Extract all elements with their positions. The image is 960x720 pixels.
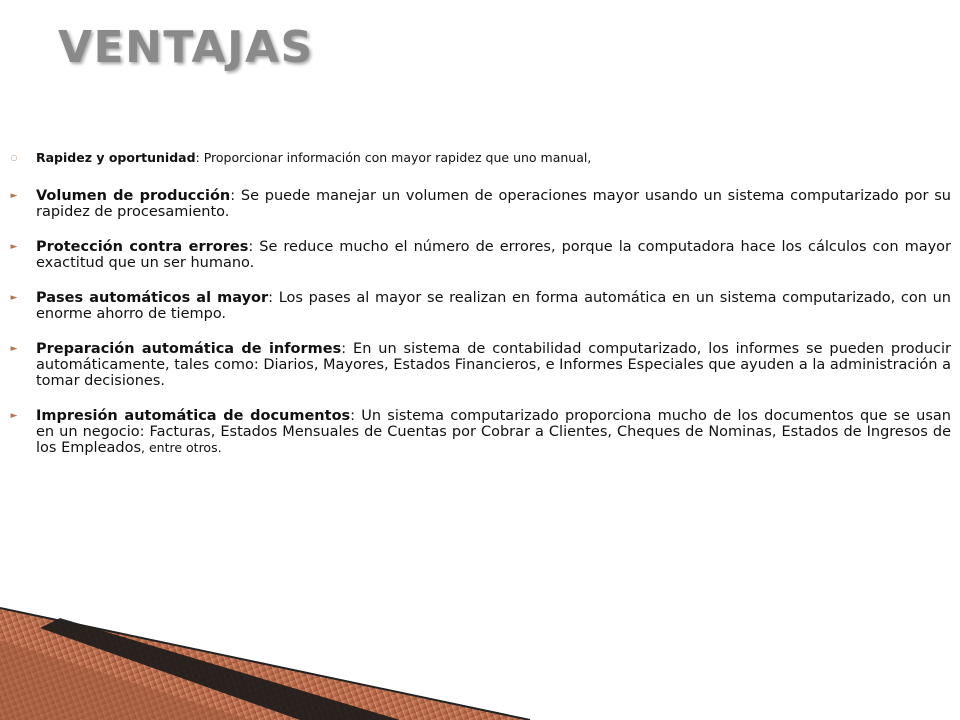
triangle-bullet-icon: ► xyxy=(10,411,18,421)
triangle-bullet-icon: ► xyxy=(10,191,18,201)
triangle-bullet-icon: ► xyxy=(10,242,18,252)
circle-bullet-icon: ○ xyxy=(10,153,18,162)
bullet-text: : Los pases al mayor se realizan en forma automática en un sistema computarizado, con un enorme ahorro de tiempo. xyxy=(36,290,951,322)
bullet-text: : Proporcionar información con mayor rapidez que uno manual, xyxy=(195,150,592,165)
bullet-text: : Un sistema computarizado proporciona mucho de los documentos que se usan en un negocio: Facturas, Estados Mensuales de Cuentas por Cobrar a Clientes, Cheques de Nominas, Estados de Ingresos de los Empleados xyxy=(36,408,951,456)
bullet-item xyxy=(10,239,951,271)
bullet-term: Rapidez y oportunidad xyxy=(36,150,196,165)
bullet-term: Protección contra errores xyxy=(36,239,249,255)
triangle-bullet-icon: ► xyxy=(10,344,18,354)
bullet-term: Volumen de producción xyxy=(36,188,231,204)
bullet-term: Pases automáticos al mayor xyxy=(36,290,269,306)
bullet-tail: , entre otros. xyxy=(141,440,222,455)
bullet-term: Preparación automática de informes xyxy=(36,341,342,357)
corner-decoration xyxy=(0,570,540,720)
bullet-item xyxy=(10,341,952,389)
triangle-bullet-icon: ► xyxy=(10,293,18,303)
bullet-text: : En un sistema de contabilidad computarizado, los informes se pueden producir automáticamente, tales como: Diarios, Mayores, Estados Financieros, e Informes Especiales que ayuden a la administración a tomar decisiones. xyxy=(36,341,952,389)
bullet-item xyxy=(10,408,951,456)
bullet-item xyxy=(10,188,951,220)
bullet-list xyxy=(10,150,952,475)
bullet-text: : Se puede manejar un volumen de operaciones mayor usando un sistema computarizado por su rapidez de procesamiento. xyxy=(36,188,951,220)
bullet-item xyxy=(10,150,951,166)
slide-title: VENTAJAS xyxy=(58,22,314,73)
bullet-term: Impresión automática de documentos xyxy=(36,408,351,424)
bullet-text: : Se reduce mucho el número de errores, porque la computadora hace los cálculos con mayor exactitud que un ser humano. xyxy=(36,239,951,271)
bullet-item xyxy=(10,290,951,322)
